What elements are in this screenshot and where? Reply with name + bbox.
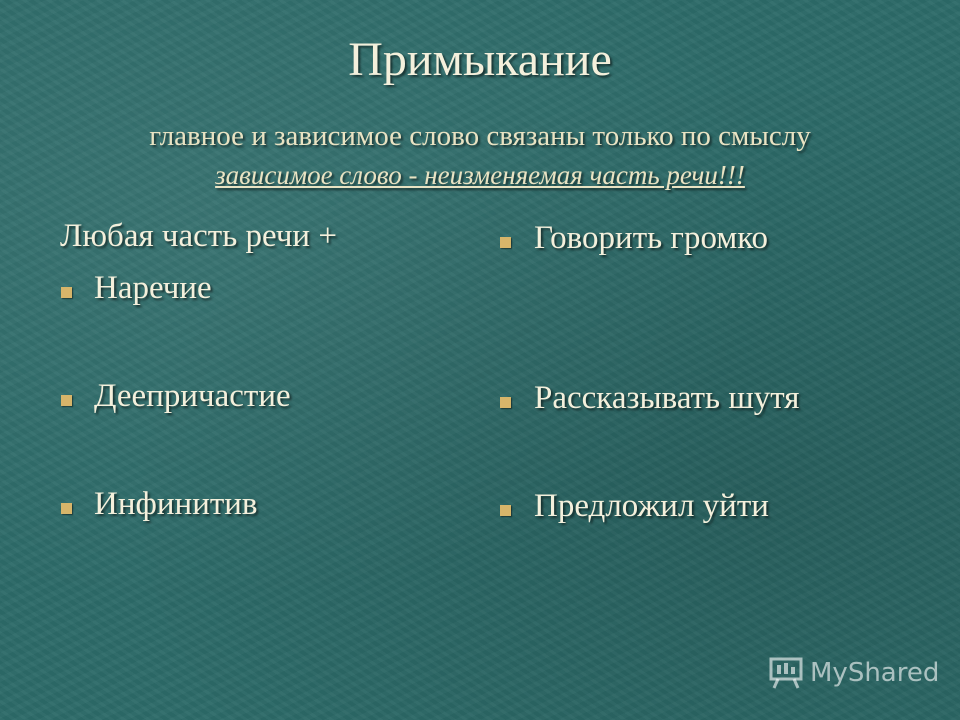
list-item: Предложил уйти bbox=[534, 488, 769, 524]
bullet-icon bbox=[61, 395, 72, 406]
list-item: Говорить громко bbox=[534, 220, 769, 256]
bullet-icon bbox=[61, 287, 72, 298]
bullet-icon bbox=[500, 505, 511, 516]
list-item: Инфинитив bbox=[94, 486, 258, 522]
list-item: Деепричастие bbox=[94, 378, 291, 414]
bullet-icon bbox=[61, 503, 72, 514]
slide-subtitle: главное и зависимое слово связаны только по смыслу bbox=[149, 120, 811, 152]
watermark bbox=[768, 656, 939, 690]
list-item: Наречие bbox=[94, 270, 212, 306]
presentation-icon bbox=[768, 656, 804, 690]
list-item: Рассказывать шутя bbox=[534, 380, 800, 416]
watermark-label: MyShared bbox=[810, 658, 940, 688]
bullet-icon bbox=[500, 237, 511, 248]
slide-title: Примыкание bbox=[348, 33, 612, 86]
slide-note: зависимое слово - неизменяемая часть речи!!! bbox=[215, 160, 745, 190]
bullet-icon bbox=[500, 397, 511, 408]
left-column-heading: Любая часть речи + bbox=[60, 218, 337, 254]
